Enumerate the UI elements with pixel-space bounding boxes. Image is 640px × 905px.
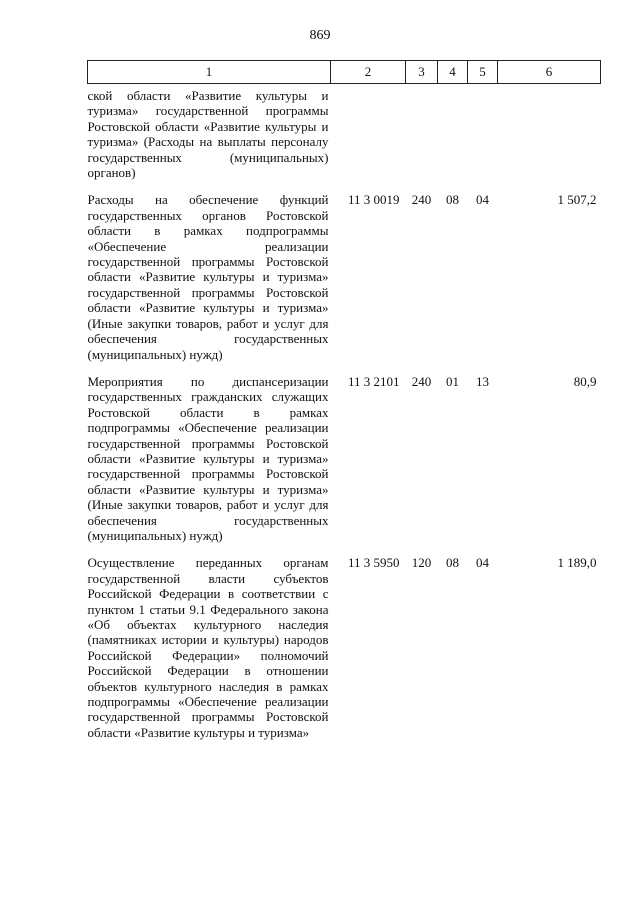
row-amount: 80,9 xyxy=(573,373,597,389)
header-row xyxy=(88,61,601,84)
row-section: 08 xyxy=(446,192,459,208)
table-body xyxy=(88,84,601,741)
header-col-1: 1 xyxy=(88,61,331,84)
row-subsection: 13 xyxy=(476,373,489,389)
row-description: Расходы на обеспечение функций государственных органов Ростовской области в рамках подпрограммы «Обеспечение реализации государственной программы Ростовской области «Развитие культуры и туризма» государственной программы Ростовской области «Развитие культуры и туризма» (Иные закупки товаров, работ и услуг для обеспечения государственных (муниципальных) нужд) xyxy=(87,192,329,362)
table-row xyxy=(88,374,601,555)
row-target-code xyxy=(331,84,406,193)
row-description: Осуществление переданных органам государственной власти субъектов Российской Федерации в соответствии с пунктом 1 статьи 9.1 Федерального закона «Об объектах культурного наследия (памятниках истории и культуры) народов Российской Федерации» полномочий Российской Федерации в отношении объектов культурного наследия в рамках подпрограммы «Обеспечение реализации государственной программы Ростовской области «Развитие культуры и туризма» xyxy=(87,555,329,740)
table-row xyxy=(88,555,601,740)
row-subsection xyxy=(468,84,498,193)
header-col-2: 2 xyxy=(331,61,406,84)
header-col-6: 6 xyxy=(498,61,601,84)
row-expense-type: 120 xyxy=(411,555,432,571)
row-section xyxy=(438,84,468,193)
row-subsection: 04 xyxy=(476,555,489,571)
budget-table xyxy=(87,60,601,740)
table-header xyxy=(88,61,601,84)
header-col-4: 4 xyxy=(438,61,468,84)
row-description: ской области «Развитие культуры и туризма» государственной программы Ростовской области «Развитие культуры и туризма» (Расходы на выплаты персоналу государственных (муниципальных) органов) xyxy=(87,88,329,181)
row-expense-type: 240 xyxy=(411,373,432,389)
row-target-code: 11 3 0019 xyxy=(347,192,400,208)
header-col-3: 3 xyxy=(406,61,438,84)
row-section: 08 xyxy=(446,555,459,571)
row-expense-type: 240 xyxy=(411,192,432,208)
row-expense-type xyxy=(406,84,438,193)
table-row xyxy=(88,192,601,373)
row-amount xyxy=(498,84,601,193)
row-description: Мероприятия по диспансеризации государственных гражданских служащих Ростовской области в рамках подпрограммы «Обеспечение реализации государственной программы Ростовской области «Развитие культуры и туризма» государственной программы Ростовской области «Развитие культуры и туризма» (Иные закупки товаров, работ и услуг для обеспечения государственных (муниципальных) нужд) xyxy=(87,373,329,543)
page-number: 869 xyxy=(309,28,331,43)
row-section: 01 xyxy=(446,373,459,389)
row-target-code: 11 3 2101 xyxy=(347,373,400,389)
row-subsection: 04 xyxy=(476,192,489,208)
header-col-5: 5 xyxy=(468,61,498,84)
row-amount: 1 189,0 xyxy=(557,555,597,571)
row-amount: 1 507,2 xyxy=(557,192,597,208)
row-target-code: 11 3 5950 xyxy=(347,555,400,571)
table-row xyxy=(88,84,601,193)
